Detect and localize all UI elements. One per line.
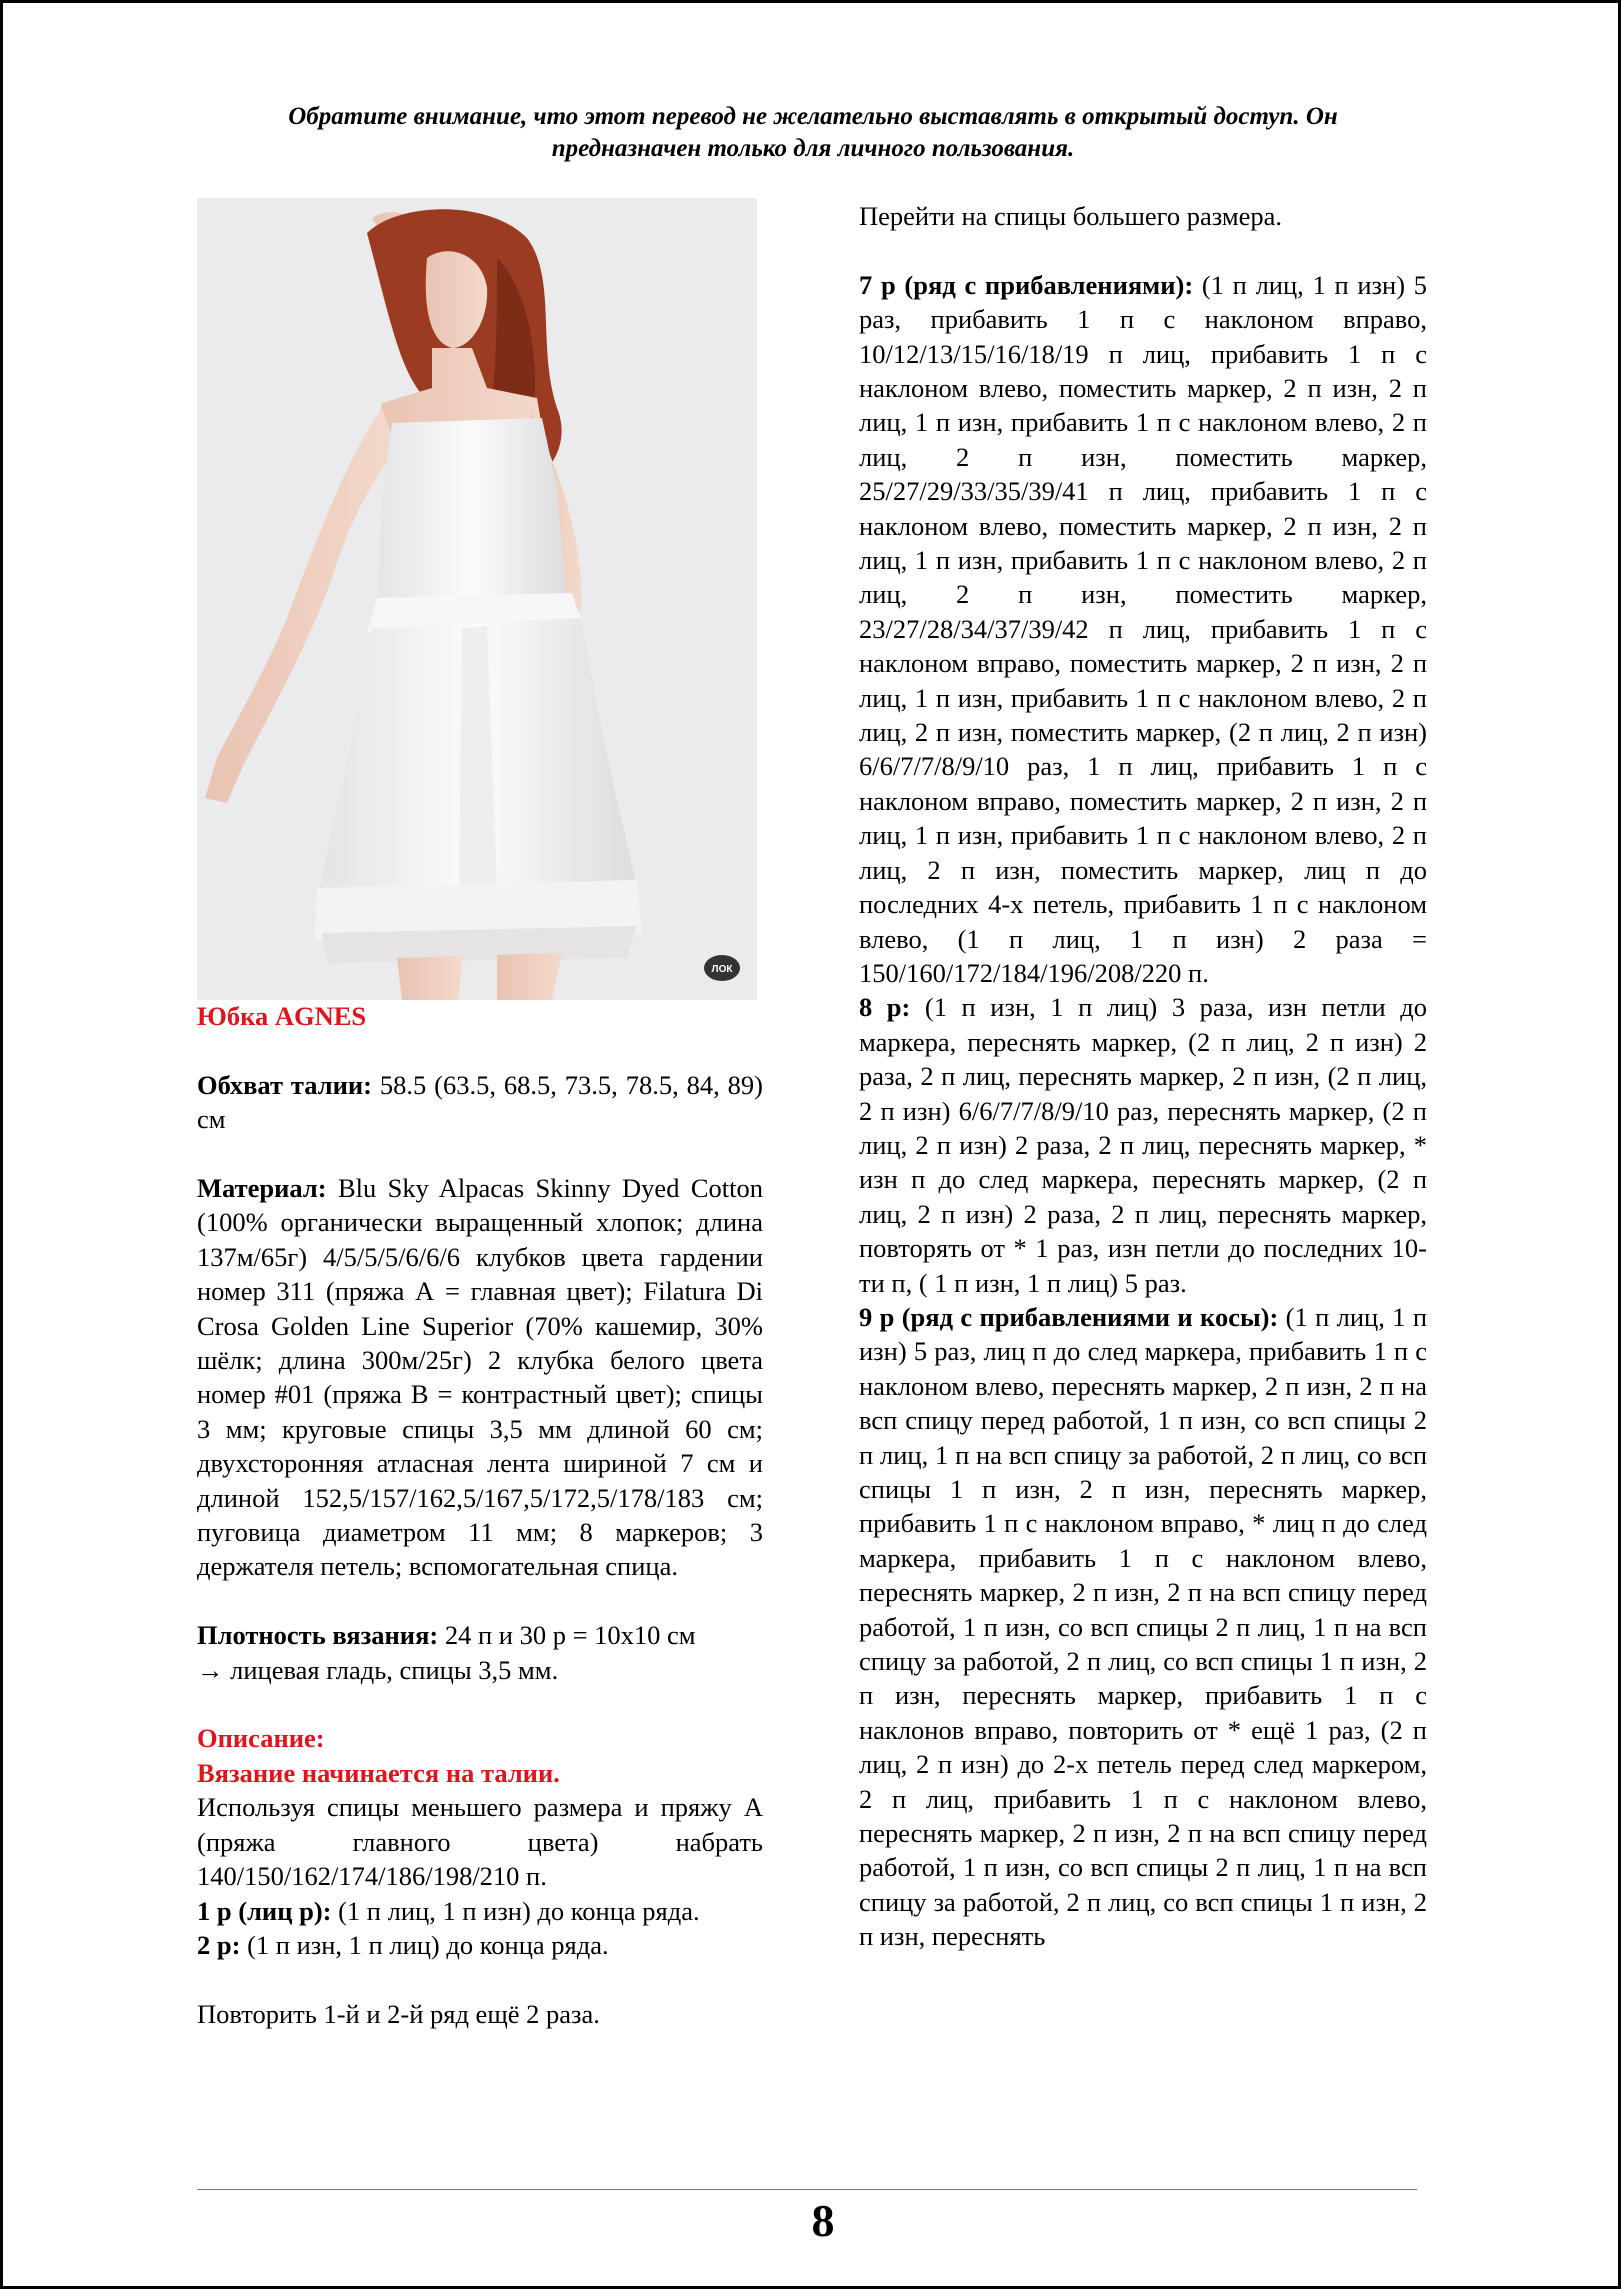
row-9-paragraph: [859, 1300, 1427, 1954]
gauge-text: 24 п и 30 р = 10х10 см: [438, 1620, 696, 1651]
repeat-paragraph: Повторить 1-й и 2-й ряд ещё 2 раза.: [197, 1998, 600, 2029]
gauge-label: Плотность вязания:: [197, 1620, 439, 1651]
row-2-label: 2 р:: [197, 1929, 241, 1960]
row-1-label: 1 р (лиц р):: [197, 1895, 332, 1926]
right-column: [859, 199, 1427, 1954]
row-8-label: 8 р:: [859, 992, 911, 1023]
page-number: 8: [811, 2195, 835, 2246]
description-subheading: Вязание начинается на талии.: [197, 1757, 560, 1788]
row-7-text: (1 п лиц, 1 п изн) 5 раз, прибавить 1 п с наклоном вправо, 10/12/13/15/16/18/19 п лиц, прибавить 1 п с наклоном влево, поместить маркер, 2 п изн, 2 п лиц, 1 п изн, прибавить 1 п с наклоном влево, 2 п лиц, 2 п изн, поместить маркер, 25/27/29/33/35/39/41 п лиц, прибавить 1 п с наклоном влево, поместить маркер, 2 п изн, 2 п лиц, 1 п изн, прибавить 1 п с наклоном влево, 2 п лиц, 2 п изн, поместить маркер, 23/27/28/34/37/39/42 п лиц, прибавить 1 п с наклоном вправо, поместить маркер, 2 п изн, 2 п лиц, 1 п изн, прибавить 1 п с наклоном влево, 2 п лиц, 2 п изн, поместить маркер, (2 п лиц, 2 п изн) 6/6/7/7/8/9/10 раз, 1 п лиц, прибавить 1 п с наклоном вправо, поместить маркер, 2 п изн, 2 п лиц, 1 п изн, прибавить 1 п с наклоном влево, 2 п лиц, 2 п изн, поместить маркер, лиц п до последних 4-х петель, прибавить 1 п с наклоном влево, (1 п лиц, 1 п изн) 2 раза = 150/160/172/184/196/208/220 п.: [859, 269, 1428, 988]
row-7-label: 7 р (ряд с прибавлениями):: [859, 269, 1194, 300]
gauge-line-2: → лицевая гладь, спицы 3,5 мм.: [197, 1654, 559, 1685]
notice-line-2: предназначен только для личного пользования.: [551, 135, 1075, 162]
material-label: Материал:: [197, 1173, 327, 1203]
row-2-paragraph: [197, 1928, 763, 1962]
photo-logo-text: ЛОК: [711, 964, 733, 975]
switch-needles-paragraph: Перейти на спицы большего размера.: [859, 201, 1283, 231]
gauge-paragraph: [197, 1618, 763, 1652]
notice-line-1: Обратите внимание, что этот перевод не желательно выставлять в открытый доступ. Он: [288, 103, 1338, 130]
row-2-text: (1 п изн, 1 п лиц) до конца ряда.: [240, 1929, 609, 1960]
waist-text: 58.5 (63.5, 68.5, 73.5, 78.5, 84, 89) см: [197, 1069, 763, 1135]
pattern-title: Юбка AGNES: [197, 1001, 367, 1031]
model-photo-illustration: [197, 198, 757, 1000]
waist-label: Обхват талии:: [197, 1069, 372, 1100]
model-photo: [197, 198, 757, 1000]
row-9-text: (1 п лиц, 1 п изн) 5 раз, лиц п до след маркера, прибавить 1 п с наклоном влево, переснять маркер, 2 п изн, 2 п на всп спицу перед работой, 1 п изн, со всп спицы 2 п лиц, 1 п на всп спицу за работой, 2 п лиц, со всп спицы 1 п изн, 2 п изн, переснять маркер, прибавить 1 п с наклоном вправо, * лиц п до след маркера, прибавить 1 п с наклоном влево, переснять маркер, 2 п изн, 2 п на всп спицу перед работой, 1 п изн, со всп спицы 2 п лиц, 1 п на всп спицу за работой, 2 п лиц, со всп спицы 1 п изн, 2 п изн, переснять маркер, прибавить 1 п с наклонов вправо, повторить от * ещё 1 раз, (2 п лиц, 2 п изн) до 2-х петель перед след маркером, 2 п лиц, прибавить 1 п с наклоном влево, переснять маркер, 2 п изн, 2 п на всп спицу перед работой, 1 п изн, со всп спицы 2 п лиц, 1 п на всп спицу за работой, 2 п лиц, со всп спицы 1 п изн, 2 п изн, переснять: [859, 1301, 1428, 1952]
material-text: Blu Sky Alpacas Skinny Dyed Cotton (100% органически выращенный хлопок; длина 137м/65г) 4/5/5/5/6/6/6 клубков цвета гардении номер 311 (пряжа А = главная цвет); Filatura Di Crosa Golden Line Superior (70% кашемир, 30% шёлк; длина 300м/25г) 2 клубка белого цвета номер #01 (пряжа В = контрастный цвет); спицы 3 мм; круговые спицы 3,5 мм длиной 60 см; двухсторонняя атласная лента шириной 7 см и длиной 152,5/157/162,5/167,5/172,5/178/183 см; пуговица диаметром 11 мм; 8 маркеров; 3 держателя петель; вспомогательная спица.: [197, 1173, 763, 1582]
row-7-paragraph: [859, 268, 1427, 991]
row-8-text: (1 п изн, 1 п лиц) 3 раза, изн петли до маркера, переснять маркер, (2 п лиц, 2 п изн) 2 раза, 2 п лиц, переснять маркер, 2 п изн, (2 п лиц, 2 п изн) 6/6/7/7/8/9/10 раз, переснять маркер, (2 п лиц, 2 п изн) 2 раза, 2 п лиц, переснять маркер, * изн п до след маркера, переснять маркер, (2 п лиц, 2 п изн) 2 раза, 2 п лиц, переснять маркер, повторять от * 1 раз, изн петли до последних 10-ти п, ( 1 п изн, 1 п лиц) 5 раз.: [859, 992, 1427, 1298]
row-9-label: 9 р (ряд с прибавлениями и косы):: [859, 1301, 1279, 1332]
description-heading: Описание:: [197, 1723, 325, 1754]
left-column: [197, 999, 763, 2031]
private-use-notice: [233, 101, 1393, 165]
row-1-paragraph: [197, 1894, 763, 1928]
cast-on-paragraph: Используя спицы меньшего размера и пряжу А (пряжа главного цвета) набрать 140/150/162/174/186/198/210 п.: [197, 1792, 763, 1892]
row-1-text: (1 п лиц, 1 п изн) до конца ряда.: [331, 1895, 700, 1926]
waist-paragraph: [197, 1068, 763, 1137]
material-paragraph: [197, 1171, 763, 1584]
row-8-paragraph: [859, 990, 1427, 1300]
footer-divider: [197, 2189, 1417, 2190]
